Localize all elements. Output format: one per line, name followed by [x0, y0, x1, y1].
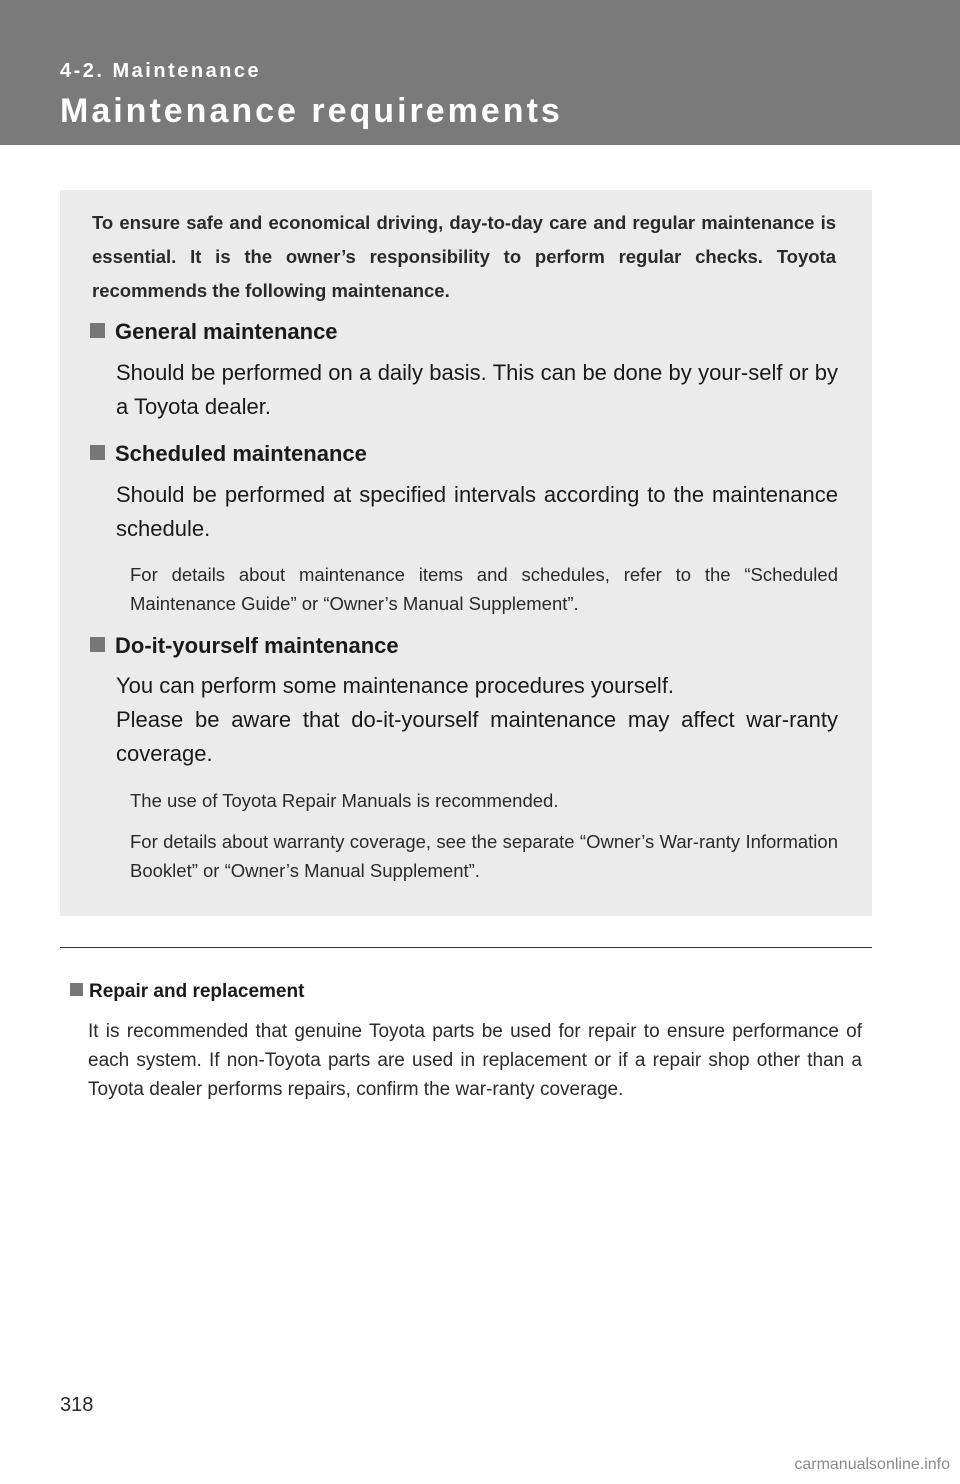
- general-maintenance-body: Should be performed on a daily basis. This can be done by your-self or by a Toyota dealer.: [116, 360, 838, 419]
- page-title: Maintenance requirements: [60, 92, 563, 130]
- repair-heading: [70, 981, 304, 1003]
- diy-maintenance-note-2: For details about warranty coverage, see the separate “Owner’s War-ranty Information Booklet” or “Owner’s Manual Supplement”.: [130, 831, 838, 881]
- diy-maintenance-heading: [90, 633, 399, 659]
- scheduled-maintenance-title: Scheduled maintenance: [115, 441, 367, 466]
- page-header: [0, 0, 960, 145]
- bullet-square-icon: [70, 983, 83, 996]
- intro-text: To ensure safe and economical driving, day-to-day care and regular maintenance is essential. It is the owner’s responsibility to perform regular checks. Toyota recommends the following maintenance.: [92, 212, 836, 301]
- diy-maintenance-body-1: You can perform some maintenance procedures yourself.: [116, 673, 675, 698]
- bullet-square-icon: [90, 323, 105, 338]
- scheduled-maintenance-note: For details about maintenance items and schedules, refer to the “Scheduled Maintenance Guide” or “Owner’s Manual Supplement”.: [130, 564, 838, 614]
- watermark: carmanualsonline.info: [794, 1456, 950, 1473]
- diy-maintenance-title: Do-it-yourself maintenance: [115, 633, 399, 658]
- bullet-square-icon: [90, 445, 105, 460]
- diy-maintenance-note-1: The use of Toyota Repair Manuals is recommended.: [130, 790, 559, 811]
- repair-title: Repair and replacement: [89, 981, 305, 1002]
- section-label: 4-2. Maintenance: [60, 60, 262, 82]
- scheduled-maintenance-body: Should be performed at specified intervals according to the maintenance schedule.: [116, 482, 838, 541]
- bullet-square-icon: [90, 637, 105, 652]
- general-maintenance-heading: [90, 319, 338, 345]
- section-divider: [60, 947, 872, 948]
- page-number: 318: [60, 1394, 94, 1416]
- scheduled-maintenance-heading: [90, 441, 367, 467]
- general-maintenance-title: General maintenance: [115, 319, 338, 344]
- diy-maintenance-body-2: Please be aware that do-it-yourself maintenance may affect war-ranty coverage.: [116, 707, 838, 766]
- repair-body: It is recommended that genuine Toyota parts be used for repair to ensure performance of each system. If non-Toyota parts are used in replacement or if a repair shop other than a Toyota dealer performs repairs, confirm the war-ranty coverage.: [88, 1021, 862, 1100]
